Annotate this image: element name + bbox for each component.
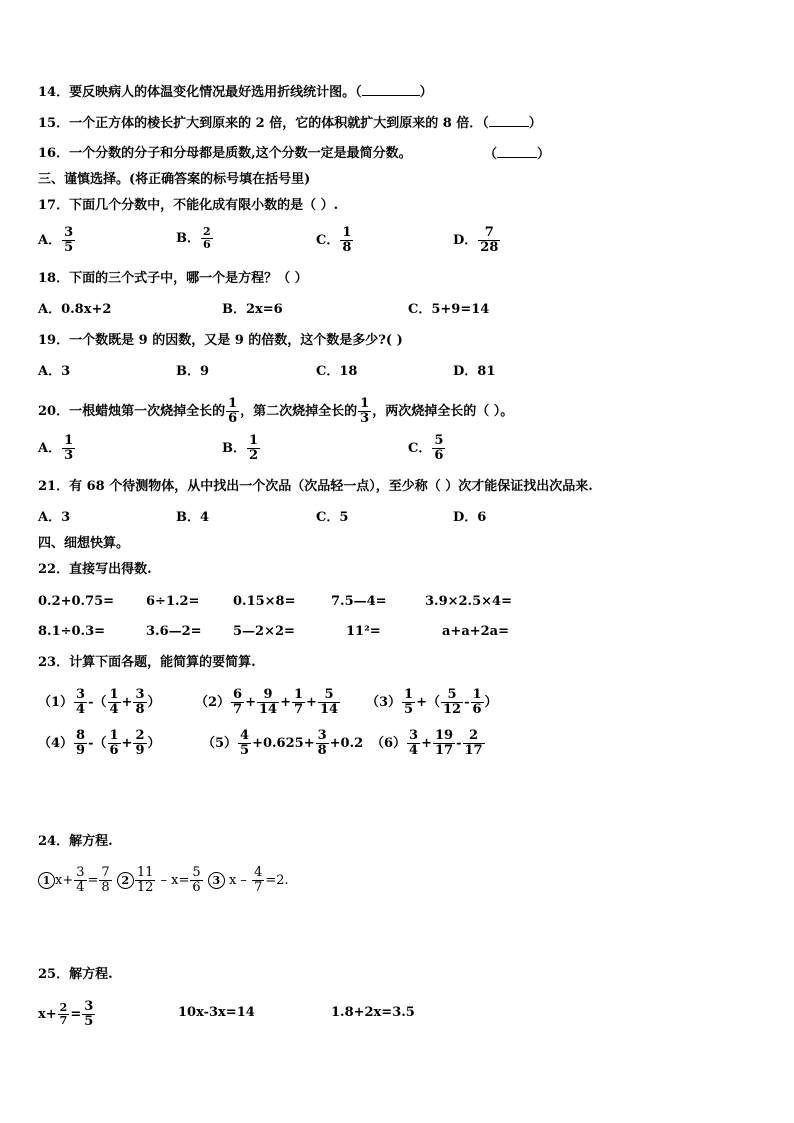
q23-problem-3: （3） $\frac{1}{5}$ +（ $\frac{5}{12}$ - $\frac{1}{6}$ ） xyxy=(366,687,498,717)
section-3-heading: 三、谨慎选择。(将正确答案的标号填在括号里) xyxy=(38,172,311,187)
q21-option-b[interactable]: B．4 xyxy=(176,510,210,525)
q22-item: 6÷1.2= xyxy=(146,594,200,609)
q23-problem-1: （1） $\frac{3}{4}$ -（ $\frac{1}{4}$ + $\frac{3}{8}$ ） xyxy=(38,687,161,717)
q22-item: 3.9×2.5×4= xyxy=(425,594,512,609)
question-17: 17．下面几个分数中，不能化成有限小数的是（ ）. xyxy=(38,198,339,213)
q22-item: a+a+2a= xyxy=(442,624,509,639)
q17-option-b[interactable]: B． $\frac{2}{6}$ xyxy=(176,225,211,251)
q22-item: 0.2+0.75= xyxy=(38,594,115,609)
q24-equations: 1 x+ $\frac{3}{4}$ = $\frac{7}{8}$ 2 $\frac{11}{12}$ – x= $\frac{5}{6}$ 3 x – $\frac{4}{7}$ =2. xyxy=(38,866,289,895)
q22-item: 7.5—4= xyxy=(331,594,387,609)
q22-item: 3.6—2= xyxy=(146,624,202,639)
q21-option-a[interactable]: A．3 xyxy=(38,510,71,525)
answer-blank[interactable] xyxy=(362,83,420,96)
circled-three: 3 xyxy=(208,872,225,889)
q22-item: 5—2×2= xyxy=(233,624,295,639)
q19-option-d[interactable]: D．81 xyxy=(453,364,496,379)
question-20: 20．一根蜡烛第一次烧掉全长的 $\frac{1}{6}$ ，第二次烧掉全长的 $\frac{1}{3}$ ，两次烧掉全长的（ ）。 xyxy=(38,396,514,426)
question-16-blank: （ ） xyxy=(484,147,551,162)
q20-option-b[interactable]: B． $\frac{1}{2}$ xyxy=(222,433,259,463)
answer-blank[interactable] xyxy=(489,114,529,127)
q22-item: 8.1÷0.3= xyxy=(38,624,106,639)
q18-option-c[interactable]: C．5+9=14 xyxy=(408,302,490,317)
question-15: 15．一个正方体的棱长扩大到原来的 2 倍，它的体积就扩大到原来的 8 倍．（ ） xyxy=(38,116,542,131)
q23-problem-4: （4） $\frac{8}{9}$ -（ $\frac{1}{6}$ + $\frac{2}{9}$ ） xyxy=(38,728,161,758)
q25-equation-1: x+ $\frac{2}{7}$ = $\frac{3}{5}$ xyxy=(38,999,94,1029)
q21-option-d[interactable]: D．6 xyxy=(453,510,487,525)
q21-option-c[interactable]: C．5 xyxy=(316,510,349,525)
question-23: 23．计算下面各题，能简算的要简算. xyxy=(38,655,256,670)
q19-option-b[interactable]: B．9 xyxy=(176,364,210,379)
question-22: 22．直接写出得数. xyxy=(38,562,152,577)
q20-option-a[interactable]: A． $\frac{1}{3}$ xyxy=(38,433,74,463)
q17-option-c[interactable]: C． $\frac{1}{8}$ xyxy=(316,225,352,255)
question-19: 19．一个数既是 9 的因数，又是 9 的倍数，这个数是多少?( ) xyxy=(38,333,403,348)
question-16: 16．一个分数的分子和分母都是质数,这个分数一定是最简分数。 xyxy=(38,146,412,161)
q17-option-a[interactable]: A． $\frac{3}{5}$ xyxy=(38,225,74,255)
q19-option-c[interactable]: C．18 xyxy=(316,364,358,379)
q23-problem-5: （5） $\frac{4}{5}$ +0.625+ $\frac{3}{8}$ +0.2 xyxy=(202,728,364,758)
q17-option-d[interactable]: D． $\frac{7}{28}$ xyxy=(453,225,499,255)
q18-option-b[interactable]: B．2x=6 xyxy=(222,302,283,317)
question-24: 24．解方程. xyxy=(38,834,113,849)
q20-option-c[interactable]: C． $\frac{5}{6}$ xyxy=(408,433,444,463)
q23-problem-2: （2） $\frac{6}{7}$ + $\frac{9}{14}$ + $\frac{1}{7}$ + $\frac{5}{14}$ xyxy=(195,687,339,717)
q22-item: 0.15×8= xyxy=(233,594,296,609)
answer-blank[interactable] xyxy=(497,145,537,158)
q25-equation-3: 1.8+2x=3.5 xyxy=(331,1005,415,1020)
question-25: 25．解方程. xyxy=(38,967,113,982)
circled-one: 1 xyxy=(38,872,55,889)
question-18: 18．下面的三个式子中，哪一个是方程？（ ） xyxy=(38,271,308,286)
q25-equation-2: 10x-3x=14 xyxy=(178,1005,255,1020)
q19-option-a[interactable]: A．3 xyxy=(38,364,71,379)
question-14: 14．要反映病人的体温变化情况最好选用折线统计图。（ ） xyxy=(38,85,433,100)
question-21: 21．有 68 个待测物体，从中找出一个次品（次品轻一点），至少称（ ）次才能保证找出次品来. xyxy=(38,479,593,494)
q18-option-a[interactable]: A．0.8x+2 xyxy=(38,302,112,317)
section-4-heading: 四、细想快算。 xyxy=(38,536,130,551)
q23-problem-6: （6） $\frac{3}{4}$ + $\frac{19}{17}$ - $\frac{2}{17}$ xyxy=(371,728,483,758)
circled-two: 2 xyxy=(117,872,134,889)
q22-item: 11²= xyxy=(346,624,381,639)
